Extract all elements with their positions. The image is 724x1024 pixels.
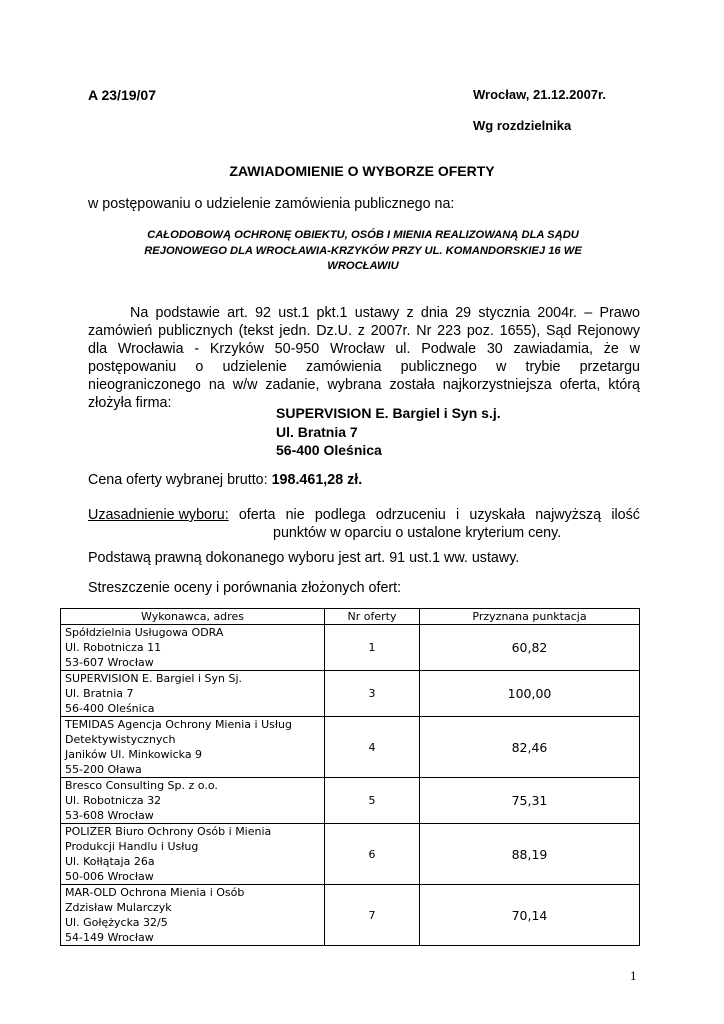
- place-date: Wrocław, 21.12.2007r.: [473, 87, 606, 102]
- document-reference: A 23/19/07: [88, 87, 156, 103]
- justification-word: nie: [285, 507, 305, 523]
- offer-number-cell: 6: [325, 824, 420, 885]
- table-header-row: [61, 609, 640, 625]
- contractor-line: Ul. Bratnia 7: [65, 687, 134, 700]
- contractor-line: Spółdzielnia Usługowa ODRA: [65, 626, 224, 639]
- justification: [88, 506, 640, 542]
- justification-word: oferta: [238, 507, 276, 523]
- header-points: Przyznana punktacja: [420, 609, 640, 625]
- winner-name: SUPERVISION E. Bargiel i Syn s.j.: [276, 405, 501, 421]
- justification-word: i: [456, 507, 460, 523]
- price-label: Cena oferty wybranej brutto:: [88, 472, 268, 488]
- body-line: Na podstawie art. 92 ust.1 pkt.1 ustawy z dnia 29 stycznia 2004r. – Prawo: [130, 305, 640, 321]
- contractor-cell: [61, 824, 325, 885]
- table-row: [61, 778, 640, 824]
- body-line: zamówień publicznych (tekst jedn. Dz.U. z 2007r. Nr 223 poz. 1655), Sąd Rejonowy: [88, 323, 640, 339]
- offers-table-body: [61, 625, 640, 946]
- contractor-line: MAR-OLD Ochrona Mienia i Osób: [65, 886, 245, 899]
- justification-label: Uzasadnienie wyboru:: [88, 507, 229, 523]
- table-row: [61, 885, 640, 946]
- offer-number-cell: 7: [325, 885, 420, 946]
- contractor-cell: [61, 625, 325, 671]
- body-paragraph: [88, 304, 640, 412]
- table-row: [61, 717, 640, 778]
- price-value: 198.461,28 zł.: [271, 472, 363, 488]
- header-contractor: Wykonawca, adres: [61, 609, 325, 625]
- contractor-line: Ul. Kołłątaja 26a: [65, 855, 155, 868]
- body-line: nieograniczonego na w/w zadanie, wybrana została najkorzystniejsza oferta, którą: [88, 377, 640, 393]
- contractor-cell: [61, 717, 325, 778]
- contractor-line: Bresco Consulting Sp. z o.o.: [65, 779, 218, 792]
- page-number: 1: [630, 968, 637, 983]
- contractor-cell: [61, 885, 325, 946]
- points-cell: 82,46: [420, 717, 640, 778]
- distribution-note: Wg rozdzielnika: [473, 118, 572, 133]
- offer-number-cell: 3: [325, 671, 420, 717]
- contractor-line: TEMIDAS Agencja Ochrony Mienia i Usług: [65, 718, 292, 731]
- contractor-line: POLIZER Biuro Ochrony Osób i Mienia: [65, 825, 272, 838]
- contractor-line: 55-200 Oława: [65, 763, 142, 776]
- points-cell: 60,82: [420, 625, 640, 671]
- points-cell: 70,14: [420, 885, 640, 946]
- table-row: [61, 625, 640, 671]
- contractor-line: 53-607 Wrocław: [65, 656, 154, 669]
- contractor-line: 56-400 Oleśnica: [65, 702, 155, 715]
- justification-word: odrzuceniu: [375, 507, 446, 523]
- summary-heading: Streszczenie oceny i porównania złożonych ofert:: [88, 580, 402, 596]
- offers-table: [60, 608, 640, 946]
- contractor-line: Detektywistycznych: [65, 733, 176, 746]
- body-line: złożyła firma:: [88, 395, 172, 411]
- contractor-line: Ul. Gołężycka 32/5: [65, 916, 168, 929]
- body-line: postępowaniu o udzielenie zamówienia publicznego w trybie przetargu: [88, 359, 640, 375]
- offer-number-cell: 1: [325, 625, 420, 671]
- winner-block: [276, 404, 501, 460]
- justification-line: [88, 506, 640, 524]
- offer-number-cell: 5: [325, 778, 420, 824]
- justification-word: uzyskała: [469, 507, 526, 523]
- justification-word: najwyższą: [535, 507, 602, 523]
- winner-city: 56-400 Oleśnica: [276, 442, 382, 458]
- contractor-line: Ul. Robotnicza 32: [65, 794, 162, 807]
- contractor-line: SUPERVISION E. Bargiel i Syn Sj.: [65, 672, 243, 685]
- points-cell: 75,31: [420, 778, 640, 824]
- justification-word: ilość: [611, 507, 640, 523]
- points-cell: 88,19: [420, 824, 640, 885]
- winner-street: Ul. Bratnia 7: [276, 423, 358, 440]
- offer-number-cell: 4: [325, 717, 420, 778]
- justification-word: podlega: [314, 507, 366, 523]
- contractor-line: Zdzisław Mularczyk: [65, 901, 172, 914]
- table-row: [61, 671, 640, 717]
- contractor-cell: [61, 671, 325, 717]
- table-row: [61, 824, 640, 885]
- legal-basis: Podstawą prawną dokonanego wyboru jest art. 91 ust.1 ww. ustawy.: [88, 550, 520, 566]
- contractor-cell: [61, 778, 325, 824]
- procurement-subject: CAŁODOBOWĄ OCHRONĘ OBIEKTU, OSÓB I MIENIA REALIZOWANĄ DLA SĄDU REJONOWEGO DLA WROCŁAWIA-KRZYKÓW PRZY UL. KOMANDORSKIEJ 16 WE WROCŁAWIU: [144, 229, 582, 272]
- contractor-line: 53-608 Wrocław: [65, 809, 154, 822]
- contractor-line: Janików Ul. Minkowicka 9: [65, 748, 203, 761]
- contractor-line: 50-006 Wrocław: [65, 870, 154, 883]
- contractor-line: Ul. Robotnicza 11: [65, 641, 162, 654]
- justification-line-2: punktów w oparciu o ustalone kryterium ceny.: [273, 525, 562, 541]
- body-line: dla Wrocławia - Krzyków 50-950 Wrocław ul. Podwale 30 zawiadamia, że w: [88, 341, 640, 357]
- contractor-line: Produkcji Handlu i Usług: [65, 840, 199, 853]
- price-line: [88, 472, 362, 488]
- document-title: ZAWIADOMIENIE O WYBORZE OFERTY: [229, 163, 495, 179]
- points-cell: 100,00: [420, 671, 640, 717]
- contractor-line: 54-149 Wrocław: [65, 931, 154, 944]
- header-offer-no: Nr oferty: [325, 609, 420, 625]
- intro-text: w postępowaniu o udzielenie zamówienia publicznego na:: [88, 196, 455, 212]
